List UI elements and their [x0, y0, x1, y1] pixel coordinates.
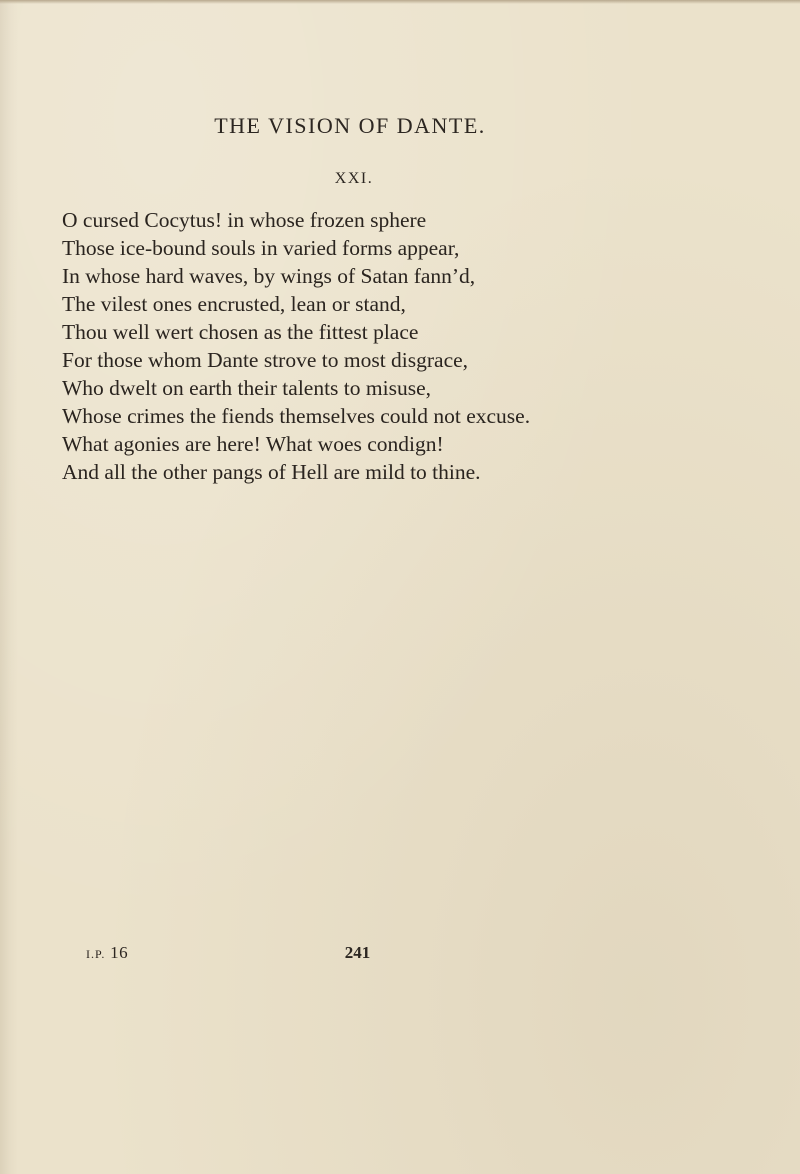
running-head: THE VISION OF DANTE. [214, 113, 486, 138]
poem-line: What agonies are here! What woes condign! [62, 432, 444, 456]
poem-line: For those whom Dante strove to most disgrace, [62, 348, 469, 372]
signature-number: 16 [110, 943, 129, 962]
poem-line: And all the other pangs of Hell are mild to thine. [62, 460, 481, 484]
poem-stanza [62, 206, 682, 486]
poem-line: Whose crimes the fiends themselves could not excuse. [62, 404, 531, 428]
poem-line: The vilest ones encrusted, lean or stand, [62, 292, 406, 316]
signature-letters: I.P. [86, 947, 106, 961]
signature-mark [86, 943, 128, 963]
poem-line: O cursed Cocytus! in whose frozen sphere [62, 208, 427, 232]
poem-line: Thou well wert chosen as the fittest place [62, 320, 419, 344]
poem-line: Who dwelt on earth their talents to misuse, [62, 376, 431, 400]
page-number: 241 [344, 943, 371, 962]
poem-line: In whose hard waves, by wings of Satan fann’d, [62, 264, 476, 288]
stanza-number: XXI. [334, 170, 374, 187]
page-top-edge [0, 0, 800, 4]
poem-line: Those ice-bound souls in varied forms appear, [62, 236, 460, 260]
